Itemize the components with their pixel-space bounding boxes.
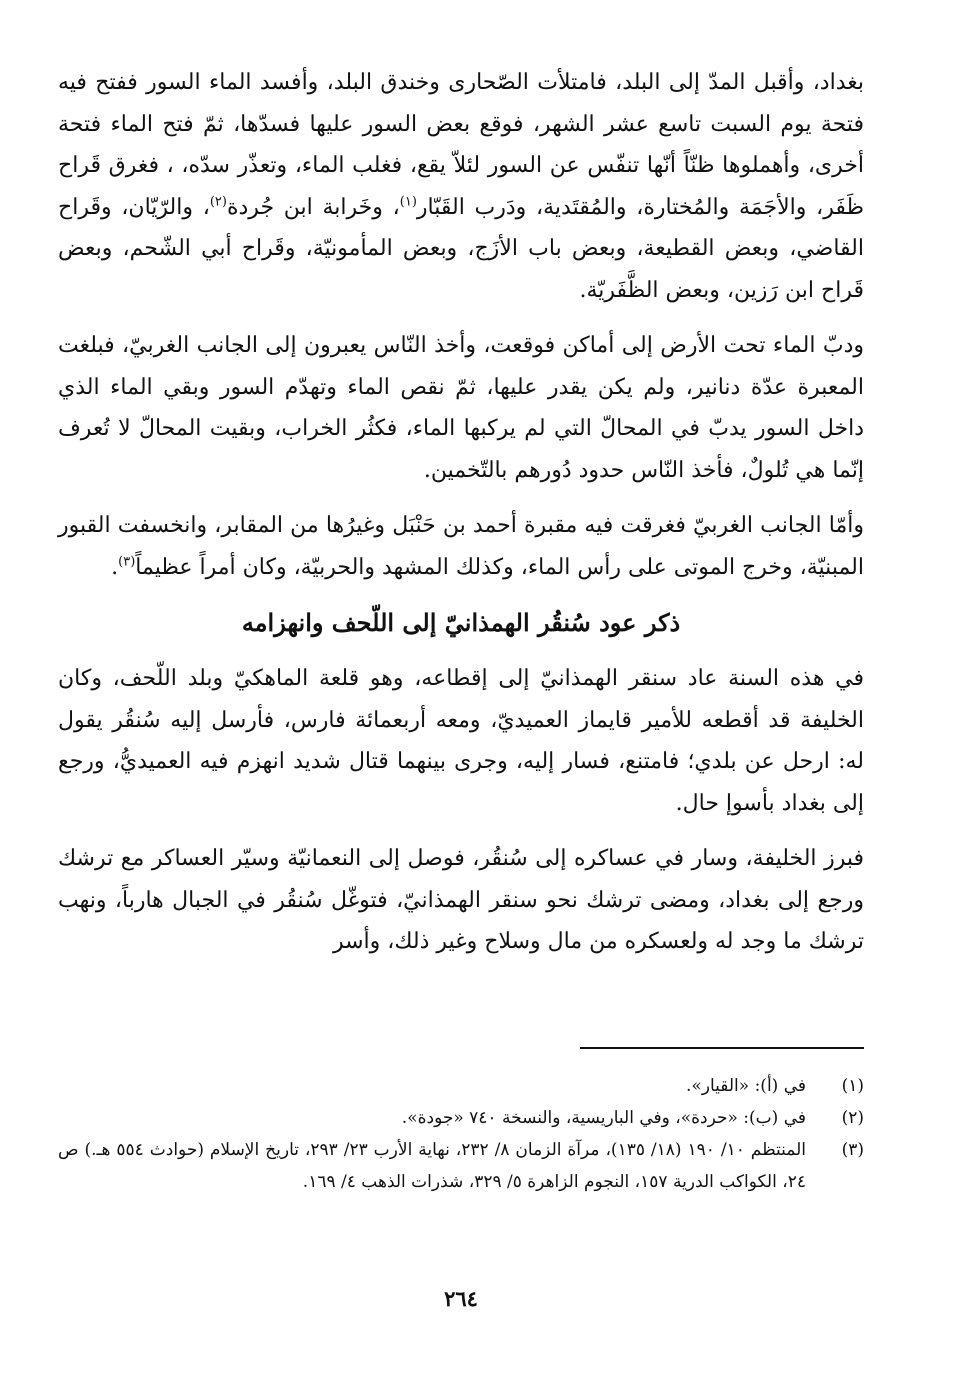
paragraph-end: .	[111, 554, 119, 580]
paragraph-flood-baghdad	[58, 62, 864, 311]
paragraph-water-underground: ودبّ الماء تحت الأرض إلى أماكن فوقعت، وأخذ النّاس يعبرون إلى الجانب الغربيّ، فبلغت المعبرة عدّة دنانير، ولم يكن يقدر عليها، ثمّ نقص الماء وتهدّم السور وبقي الماء الذي داخل السور يدبّ في المحالّ التي لم يركبها الماء، فكثُر الخراب، وبقيت المحالّ لا تُعرف إنّما هي تُلولٌ، فأخذ النّاس حدود دُورهم بالتّخمين.	[58, 333, 864, 483]
footnote-text: في (ب): «حردة»، وفي الباريسية، والنسخة ٧٤٠ «جودة».	[401, 1108, 806, 1128]
footnote-ref-1[interactable]: (١)	[399, 194, 417, 210]
paragraph-text: ، وخَرابة ابن جُردة	[226, 194, 400, 220]
paragraph-sunqur-return: في هذه السنة عاد سنقر الهمذانيّ إلى إقطاعه، وهو قلعة الماهكيّ وبلد اللّحف، وكان الخليفة قد أقطعه للأمير قايماز العميديّ، ومعه أربعمائة فارس، فأرسل إليه سُنقُر يقول له: ارحل عن بلدي؛ فامتنع، فسار إليه، وجرى بينهما قتال شديد انهزم فيه العميديُّ، ورجع إلى بغداد بأسوإ حال.	[58, 666, 864, 816]
footnote-text: المنتظم ١٠/ ١٩٠ (١٨/ ١٣٥)، مرآة الزمان ٨/ ٢٣٢، نهاية الأرب ٢٣/ ٢٩٣، تاريخ الإسلام (حوادث ٥٥٤ هـ.) ص ٢٤، الكواكب الدرية ١٥٧، النجوم الزاهرة ٥/ ٣٢٩، شذرات الذهب ٤/ ١٦٩.	[58, 1140, 807, 1192]
footnote-number: (٢)	[841, 1108, 864, 1128]
paragraph-western-side	[58, 505, 864, 588]
footnote-item	[58, 1070, 864, 1102]
paragraph-caliph-campaign: فبرز الخليفة، وسار في عساكره إلى سُنقُر، فوصل إلى النعمانيّة وسيّر العساكر مع ترشك ورجع إلى بغداد، ومضى ترشك نحو سنقر الهمذانيّ، فتوغّل سُنقُر في الجبال هارباً، ونهب ترشك ما وجد له ولعسكره من مال وسلاح وغير ذلك، وأسر	[58, 846, 864, 954]
section-heading: ذكر عود سُنقُر الهمذانيّ إلى اللّحف وانهزامه	[241, 608, 681, 637]
paragraph-text: بغداد، وأقبل المدّ إلى البلد، فامتلأت الصّحارى وخندق البلد، وأفسد الماء السور ففتح فيه فتحة يوم السبت تاسع عشر الشهر، فوقع بعض السور عليها فسدّها، ثمّ فتح الماء فتحة أخرى، وأهملوها ظنّاً أنّها تنفّس عن السور لئلاّ يقع، فغلب الماء، وتعذّر سدّه، ، فغرق قَراح ظَفَر، والأجَمَة والمُختارة، والمُقتَدية، ودَرب القَبّار	[58, 70, 864, 220]
footnotes-section	[58, 1070, 864, 1198]
paragraph-text: ، والرّيّان، وقَراح القاضي، وبعض القطيعة، وبعض باب الأزَج، وبعض المأمونيّة، وقَراح أبي الشّحم، وبعض قَراح ابن رَزين، وبعض الظَّفَريّة.	[58, 194, 864, 303]
footnote-number: (٣)	[841, 1140, 864, 1160]
footnote-item	[58, 1102, 864, 1134]
footnote-ref-2[interactable]: (٢)	[209, 194, 227, 210]
page-number: ٢٦٤	[444, 1286, 478, 1311]
footnote-divider	[580, 1047, 864, 1049]
book-page	[58, 62, 864, 1332]
footnote-item	[58, 1134, 864, 1198]
footnote-number: (١)	[841, 1076, 864, 1096]
paragraph-text: وأمّا الجانب الغربيّ فغرقت فيه مقبرة أحمد بن حَنْبَل وغيرُها من المقابر، وانخسفت القبور المبنيّة، وخرج الموتى على رأس الماء، وكذلك المشهد والحربيّة، وكان أمراً عظيماً	[58, 513, 864, 580]
footnote-ref-3[interactable]: (٣)	[118, 554, 136, 570]
footnote-text: في (أ): «القيار».	[685, 1076, 806, 1096]
